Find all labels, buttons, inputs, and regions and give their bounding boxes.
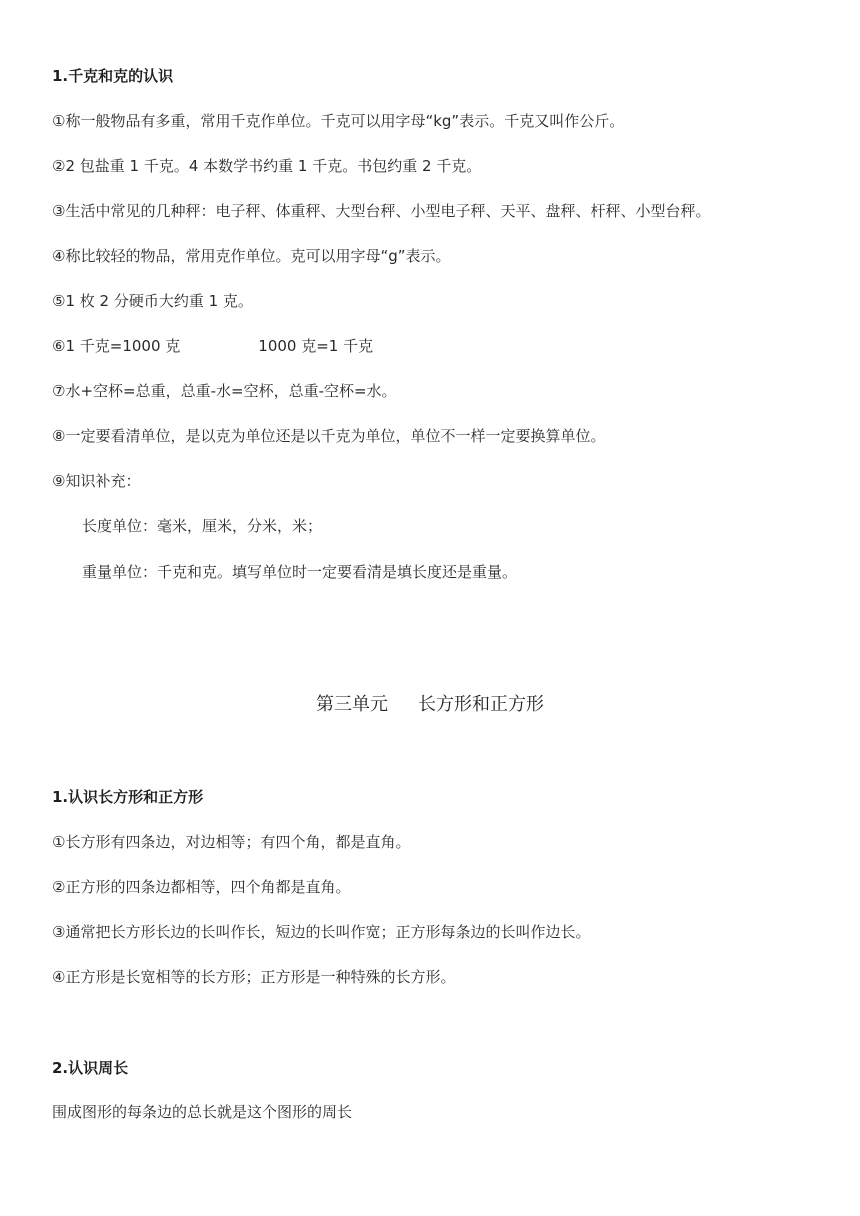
shape-item-2: ②正方形的四条边都相等，四个角都是直角。 [52,878,351,896]
supplement-length-units: 长度单位：毫米，厘米，分米，米； [82,517,323,535]
weight-item-9: ⑨知识补充： [52,472,141,490]
unit-title [0,693,860,717]
perimeter-definition: 围成图形的每条边的总长就是这个图形的周长 [52,1103,353,1121]
weight-item-5: ⑤1 枚 2 分硬币大约重 1 克。 [52,292,253,310]
section-heading-weight: 1.千克和克的认识 [52,67,174,85]
conversion-g-to-kg: 1000 克=1 千克 [258,337,374,355]
unit-name: 长方形和正方形 [418,694,544,715]
weight-item-6 [52,336,373,356]
weight-item-4: ④称比较轻的物品，常用克作单位。克可以用字母“g”表示。 [52,247,451,265]
weight-item-1: ①称一般物品有多重，常用千克作单位。千克可以用字母“kg”表示。千克又叫作公斤。 [52,112,625,130]
weight-item-3: ③生活中常见的几种秤：电子秤、体重秤、大型台秤、小型电子秤、天平、盘秤、杆秤、小型台秤。 [52,202,711,220]
unit-label: 第三单元 [316,694,388,715]
conversion-kg-to-g: ⑥1 千克=1000 克 [52,337,181,355]
shape-item-1: ①长方形有四条边，对边相等；有四个角，都是直角。 [52,833,411,851]
weight-item-7: ⑦水+空杯=总重，总重-水=空杯，总重-空杯=水。 [52,382,397,400]
section-heading-rectangle-square: 1.认识长方形和正方形 [52,788,204,806]
supplement-weight-units: 重量单位：千克和克。填写单位时一定要看清是填长度还是重量。 [82,563,518,581]
section-heading-perimeter: 2.认识周长 [52,1059,129,1077]
weight-item-2: ②2 包盐重 1 千克。4 本数学书约重 1 千克。书包约重 2 千克。 [52,157,482,175]
shape-item-3: ③通常把长方形长边的长叫作长，短边的长叫作宽；正方形每条边的长叫作边长。 [52,923,591,941]
weight-item-8: ⑧一定要看清单位，是以克为单位还是以千克为单位，单位不一样一定要换算单位。 [52,427,606,445]
shape-item-4: ④正方形是长宽相等的长方形；正方形是一种特殊的长方形。 [52,968,456,986]
